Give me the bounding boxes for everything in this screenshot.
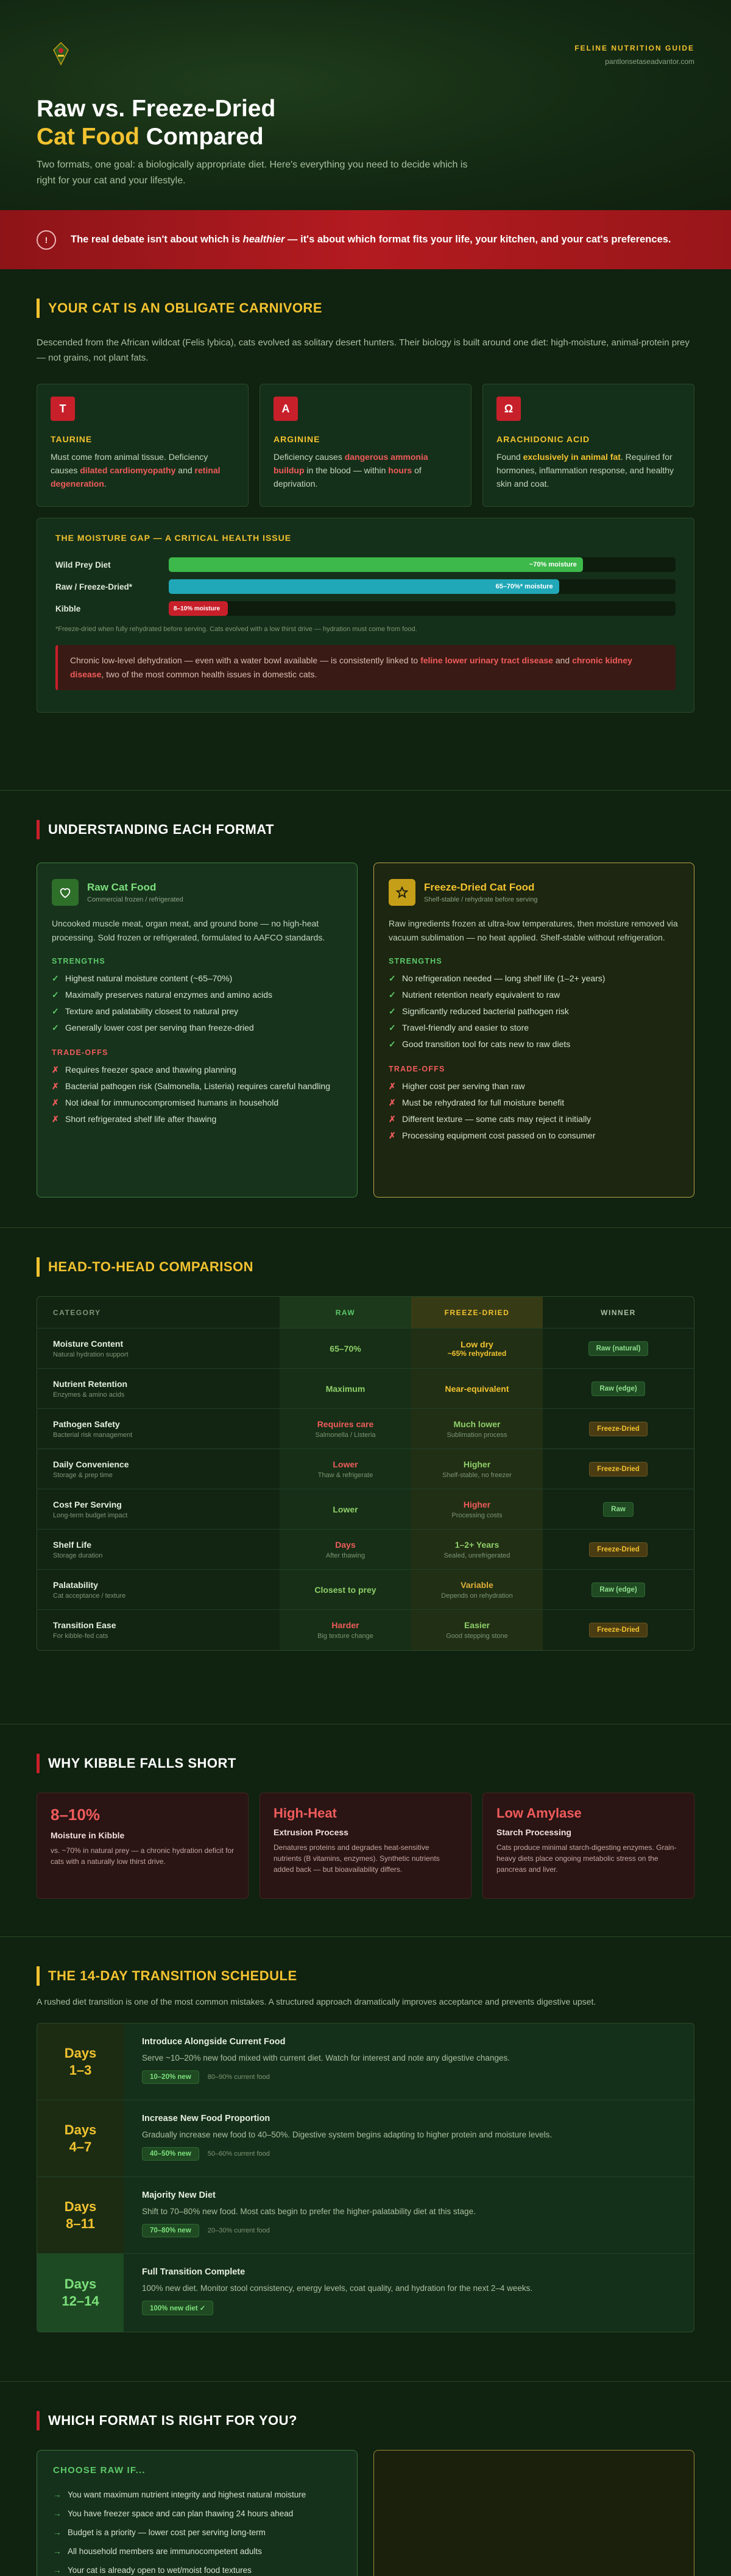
section-title-formats: UNDERSTANDING EACH FORMAT <box>37 820 694 839</box>
section-title-kibble: WHY KIBBLE FALLS SHORT <box>37 1754 694 1773</box>
nutrient-card-taurine <box>37 384 249 507</box>
fd-value: 1–2+ Years <box>454 1539 500 1550</box>
moisture-panel <box>37 518 694 713</box>
schedule-title: Introduce Alongside Current Food <box>142 2037 286 2047</box>
list-item: ✗ Short refrigerated shelf life after thawing <box>52 1114 217 1124</box>
category-note: Natural hydration support <box>53 1350 129 1358</box>
choose-raw-list <box>53 2485 341 2576</box>
list-item: → Budget is a priority — lower cost per serving long-term <box>53 2528 266 2537</box>
info-icon: ! <box>37 230 56 250</box>
raw-value: Requires care <box>317 1419 374 1429</box>
kibble-desc: vs. ~70% in natural prey — a chronic hydration deficit for cats with a naturally low thirst drive. <box>51 1846 235 1866</box>
winner-badge: Raw (edge) <box>592 1382 644 1396</box>
kibble-card-heat <box>260 1793 471 1899</box>
list-item: ✗ Processing equipment cost passed on to consumer <box>389 1131 596 1140</box>
nutrient-title: ARGININE <box>274 434 320 444</box>
fd-detail: Shelf-stable, no freezer <box>442 1471 512 1479</box>
choose-raw-card <box>37 2450 358 2576</box>
nutrient-desc: Deficiency causes dangerous ammonia buildup in the blood — within hours of deprivation. <box>274 452 428 489</box>
moisture-track <box>169 579 676 594</box>
raw-value: Days <box>335 1539 356 1550</box>
schedule-days: Days 12–14 <box>37 2254 124 2332</box>
new-food-badge: 100% new diet ✓ <box>142 2301 213 2315</box>
raw-format-card <box>37 863 358 1198</box>
current-food-note: 80–90% current food <box>207 2073 270 2081</box>
raw-subtitle: Commercial frozen / refrigerated <box>87 896 183 903</box>
list-item: ✓ Significantly reduced bacterial pathogen risk <box>389 1006 569 1016</box>
moisture-bar: ~70% moisture <box>169 557 583 572</box>
carnivore-lead: Descended from the African wildcat (Felis lybica), cats evolved as solitary desert hunters. Their biology is built around one diet: high-moisture, animal-protein prey — not grains, not plant fats. <box>37 337 690 363</box>
winner-badge: Raw (natural) <box>588 1341 649 1356</box>
list-item: ✗ Requires freezer space and thawing planning <box>52 1065 236 1075</box>
moisture-bar: 8–10% moisture <box>169 601 228 616</box>
heart-icon <box>52 879 79 906</box>
raw-tradeoffs-label: TRADE-OFFS <box>52 1048 108 1057</box>
section-title-carnivore: YOUR CAT IS AN OBLIGATE CARNIVORE <box>37 298 694 318</box>
nutrient-title: ARACHIDONIC ACID <box>496 434 590 444</box>
kibble-cards <box>37 1793 694 1899</box>
schedule-days: Days 8–11 <box>37 2177 124 2253</box>
raw-value: Lower <box>333 1504 358 1514</box>
choose-section <box>0 2382 731 2576</box>
debate-banner <box>0 210 731 269</box>
schedule-days: Days 1–3 <box>37 2024 124 2100</box>
moisture-label: Kibble <box>55 604 81 613</box>
raw-title: Raw Cat Food <box>87 881 157 893</box>
category-name: Moisture Content <box>53 1338 124 1349</box>
transition-schedule <box>37 2023 694 2332</box>
moisture-track <box>169 601 676 616</box>
raw-value: 65–70% <box>330 1343 361 1353</box>
moisture-track <box>169 557 676 572</box>
winner-badge: Freeze-Dried <box>589 1462 648 1477</box>
kibble-stat: 8–10% <box>51 1805 100 1824</box>
banner-text: The real debate isn't about which is healthier — it's about which format fits your life, your kitchen, and your cat's preferences. <box>71 234 671 245</box>
list-item: ✓ Texture and palatability closest to natural prey <box>52 1006 239 1016</box>
hero-subtitle: Two formats, one goal: a biologically appropriate diet. Here's everything you need to decide which is right for your cat and your lifestyle. <box>37 160 468 186</box>
new-food-badge: 70–80% new <box>142 2224 199 2237</box>
table-header <box>37 1297 694 1329</box>
moisture-row <box>55 557 676 572</box>
schedule-row <box>37 2177 694 2254</box>
winner-badge: Freeze-Dried <box>589 1422 648 1436</box>
kibble-section <box>0 1724 731 1936</box>
list-item: ✓ Good transition tool for cats new to raw diets <box>389 1039 571 1049</box>
list-item: ✗ Higher cost per serving than raw <box>389 1081 525 1091</box>
new-food-badge: 10–20% new <box>142 2070 199 2084</box>
schedule-row <box>37 2100 694 2177</box>
guide-label: FELINE NUTRITION GUIDE <box>574 44 694 52</box>
kibble-stat: Low Amylase <box>496 1805 582 1821</box>
nutrient-card-arachidonic-acid <box>482 384 694 507</box>
category-note: Cat acceptance / texture <box>53 1592 126 1600</box>
schedule-title: Increase New Food Proportion <box>142 2114 270 2123</box>
table-row <box>37 1530 694 1570</box>
dehydration-warning: Chronic low-level dehydration — even with a water bowl available — is consistently linked to feline lower urinary tract disease and chronic kidney disease, two of the most common health issues in domestic cats. <box>55 645 676 690</box>
site-link[interactable]: pantlonsetaseadvantor.com <box>605 57 694 66</box>
kibble-desc: Denatures proteins and degrades heat-sensitive nutrients (B vitamins, enzymes). Synthetic nutrients added back — but bioavailability differs. <box>274 1843 440 1874</box>
winner-badge: Raw <box>603 1502 634 1517</box>
fd-value: Low dry <box>461 1339 493 1349</box>
moisture-bar: 65–70%* moisture <box>169 579 559 594</box>
schedule-title: Full Transition Complete <box>142 2267 245 2277</box>
fd-strengths-label: STRENGTHS <box>389 957 442 965</box>
moisture-bars <box>55 557 676 616</box>
list-item: ✗ Different texture — some cats may reject it initially <box>389 1114 592 1124</box>
raw-value: Harder <box>331 1620 359 1630</box>
page-title <box>37 95 275 151</box>
list-item: → Your cat is already open to wet/moist food textures <box>53 2566 252 2575</box>
raw-detail: Salmonella / Listeria <box>315 1431 376 1439</box>
raw-value: Lower <box>333 1459 358 1469</box>
category-name: Daily Convenience <box>53 1459 129 1469</box>
nutrient-badge: A <box>274 397 298 421</box>
list-item: ✓ Highest natural moisture content (~65–70%) <box>52 973 233 983</box>
table-row <box>37 1409 694 1449</box>
fd-value: Near-equivalent <box>445 1383 509 1394</box>
section-title-comparison: HEAD-TO-HEAD COMPARISON <box>37 1257 694 1277</box>
freeze-dried-format-card <box>373 863 694 1198</box>
table-row <box>37 1329 694 1369</box>
raw-desc: Uncooked muscle meat, organ meat, and ground bone — no high-heat processing. Sold frozen or refrigerated, formulated to AAFCO standards. <box>52 919 325 942</box>
section-title-schedule: THE 14-DAY TRANSITION SCHEDULE <box>37 1966 694 1986</box>
title-line-1: Raw vs. Freeze-Dried <box>37 96 276 122</box>
table-row <box>37 1489 694 1530</box>
list-item: ✗ Not ideal for immunocompromised humans in household <box>52 1098 279 1107</box>
list-item: ✓ No refrigeration needed — long shelf life (1–2+ years) <box>389 973 606 983</box>
category-note: Storage duration <box>53 1551 103 1559</box>
fd-value: Higher <box>463 1459 491 1469</box>
fd-subtitle: Shelf-stable / rehydrate before serving <box>424 896 538 903</box>
list-item: ✗ Must be rehydrated for full moisture benefit <box>389 1098 565 1107</box>
fd-detail: Processing costs <box>451 1511 503 1519</box>
moisture-row <box>55 579 676 594</box>
category-name: Nutrient Retention <box>53 1378 128 1389</box>
fd-detail: ~65% rehydrated <box>447 1349 507 1358</box>
raw-value: Closest to prey <box>314 1584 376 1595</box>
header-freeze-dried: FREEZE-DRIED <box>411 1297 543 1328</box>
new-food-badge: 40–50% new <box>142 2147 199 2161</box>
list-item: → All household members are immunocompetent adults <box>53 2547 262 2556</box>
fd-detail: Sublimation process <box>447 1431 507 1439</box>
raw-detail: Big texture change <box>317 1632 373 1640</box>
fd-tradeoffs-label: TRADE-OFFS <box>389 1065 445 1073</box>
raw-strengths <box>52 970 342 1036</box>
kibble-label: Extrusion Process <box>274 1827 348 1837</box>
moisture-note: *Freeze-dried when fully rehydrated before serving. Cats evolved with a low thirst drive — hydration must come from food. <box>55 626 417 633</box>
moisture-row <box>55 601 676 616</box>
fd-desc: Raw ingredients frozen at ultra-low temperatures, then moisture removed via vacuum sublimation — no heat applied. Shelf-stable without refrigeration. <box>389 919 678 942</box>
fd-detail: Good stepping stone <box>446 1632 508 1640</box>
fd-value: Much lower <box>453 1419 501 1429</box>
category-name: Palatability <box>53 1579 98 1590</box>
category-note: Storage & prep time <box>53 1471 113 1479</box>
header-category: CATEGORY <box>53 1308 101 1317</box>
kibble-card-moisture <box>37 1793 249 1899</box>
fd-strengths <box>389 970 679 1053</box>
raw-detail: Thaw & refrigerate <box>317 1471 373 1479</box>
kibble-label: Moisture in Kibble <box>51 1830 125 1840</box>
list-item: ✓ Nutrient retention nearly equivalent to raw <box>389 990 560 1000</box>
winner-badge: Freeze-Dried <box>589 1623 648 1637</box>
fd-detail: Depends on rehydration <box>441 1592 513 1600</box>
nutrient-card-arginine <box>260 384 471 507</box>
schedule-title: Majority New Diet <box>142 2190 216 2200</box>
nutrient-title: TAURINE <box>51 434 93 444</box>
table-row <box>37 1449 694 1489</box>
moisture-title: THE MOISTURE GAP — A CRITICAL HEALTH ISSUE <box>55 533 292 543</box>
nutrient-badge: T <box>51 397 75 421</box>
title-line-2-rest: Compared <box>139 124 264 150</box>
winner-badge: Raw (edge) <box>592 1583 644 1597</box>
title-highlight: Cat Food <box>37 124 139 150</box>
table-row <box>37 1570 694 1610</box>
winner-badge: Freeze-Dried <box>589 1542 648 1557</box>
category-note: For kibble-fed cats <box>53 1632 108 1640</box>
current-food-note: 50–60% current food <box>207 2150 270 2158</box>
formats-section <box>0 791 731 1227</box>
fd-value: Easier <box>464 1620 490 1630</box>
list-item: ✓ Travel-friendly and easier to store <box>389 1023 529 1032</box>
header-winner: WINNER <box>601 1308 636 1317</box>
carnivore-section <box>0 269 731 790</box>
header-raw: RAW <box>280 1297 411 1328</box>
kibble-stat: High-Heat <box>274 1805 337 1821</box>
comparison-section <box>0 1228 731 1724</box>
category-name: Pathogen Safety <box>53 1419 120 1429</box>
list-item: → You have freezer space and can plan thawing 24 hours ahead <box>53 2509 294 2518</box>
schedule-desc: Shift to 70–80% new food. Most cats begin to prefer the higher-palatability diet at this stage. <box>142 2207 476 2216</box>
table-row <box>37 1610 694 1650</box>
current-food-note: 20–30% current food <box>207 2227 270 2234</box>
choose-freeze-dried-card <box>373 2450 694 2576</box>
hero <box>0 0 731 210</box>
raw-value: Maximum <box>325 1383 366 1394</box>
table-row <box>37 1369 694 1409</box>
moisture-label: Raw / Freeze-Dried* <box>55 582 133 591</box>
list-item: → You want maximum nutrient integrity and highest natural moisture <box>53 2490 306 2499</box>
nutrient-desc: Must come from animal tissue. Deficiency causes dilated cardiomyopathy and retinal degeneration. <box>51 452 221 489</box>
schedule-desc: 100% new diet. Monitor stool consistency, energy levels, coat quality, and hydration for the next 2–4 weeks. <box>142 2284 533 2293</box>
list-item: ✓ Maximally preserves natural enzymes and amino acids <box>52 990 273 1000</box>
category-name: Transition Ease <box>53 1620 116 1630</box>
raw-tradeoffs <box>52 1062 342 1127</box>
fd-detail: Sealed, unrefrigerated <box>443 1551 510 1559</box>
section-title-choose: WHICH FORMAT IS RIGHT FOR YOU? <box>37 2411 694 2430</box>
kibble-desc: Cats produce minimal starch-digesting enzymes. Grain-heavy diets place ongoing metabolic stress on the pancreas and liver. <box>496 1843 677 1874</box>
choose-cards <box>37 2450 694 2576</box>
fd-title: Freeze-Dried Cat Food <box>424 881 535 893</box>
schedule-desc: Serve ~10–20% new food mixed with current diet. Watch for interest and note any digestive changes. <box>142 2053 510 2063</box>
nutrient-badge: Ω <box>496 397 521 421</box>
raw-strengths-label: STRENGTHS <box>52 957 105 965</box>
list-item: ✓ Generally lower cost per serving than freeze-dried <box>52 1023 254 1032</box>
category-note: Long-term budget impact <box>53 1511 128 1519</box>
schedule-row <box>37 2254 694 2332</box>
nutrient-cards <box>37 384 694 507</box>
choose-raw-title: CHOOSE RAW IF... <box>53 2465 146 2475</box>
category-note: Enzymes & amino acids <box>53 1391 125 1399</box>
nutrient-desc: Found exclusively in animal fat. Required for hormones, inflammation response, and healthy skin and coat. <box>496 452 674 489</box>
fd-tradeoffs <box>389 1078 679 1144</box>
schedule-section <box>0 1937 731 2381</box>
kibble-label: Starch Processing <box>496 1827 571 1837</box>
schedule-desc: Gradually increase new food to 40–50%. Digestive system begins adapting to higher protein and moisture levels. <box>142 2130 553 2139</box>
schedule-lead: A rushed diet transition is one of the most common mistakes. A structured approach dramatically improves acceptance and prevents digestive upset. <box>37 1997 596 2006</box>
category-name: Shelf Life <box>53 1539 92 1550</box>
star-icon <box>389 879 415 906</box>
category-note: Bacterial risk management <box>53 1431 133 1439</box>
category-name: Cost Per Serving <box>53 1499 122 1509</box>
moisture-label: Wild Prey Diet <box>55 560 111 570</box>
kibble-card-amylase <box>482 1793 694 1899</box>
fd-value: Variable <box>461 1579 493 1590</box>
list-item: ✗ Bacterial pathogen risk (Salmonella, Listeria) requires careful handling <box>52 1081 331 1091</box>
raw-detail: After thawing <box>325 1551 366 1559</box>
fd-value: Higher <box>463 1499 491 1509</box>
schedule-days: Days 4–7 <box>37 2100 124 2176</box>
logo-icon <box>52 41 70 66</box>
comparison-table <box>37 1296 694 1651</box>
hero-meta <box>574 44 694 66</box>
format-cards <box>37 863 694 1198</box>
schedule-row <box>37 2024 694 2100</box>
